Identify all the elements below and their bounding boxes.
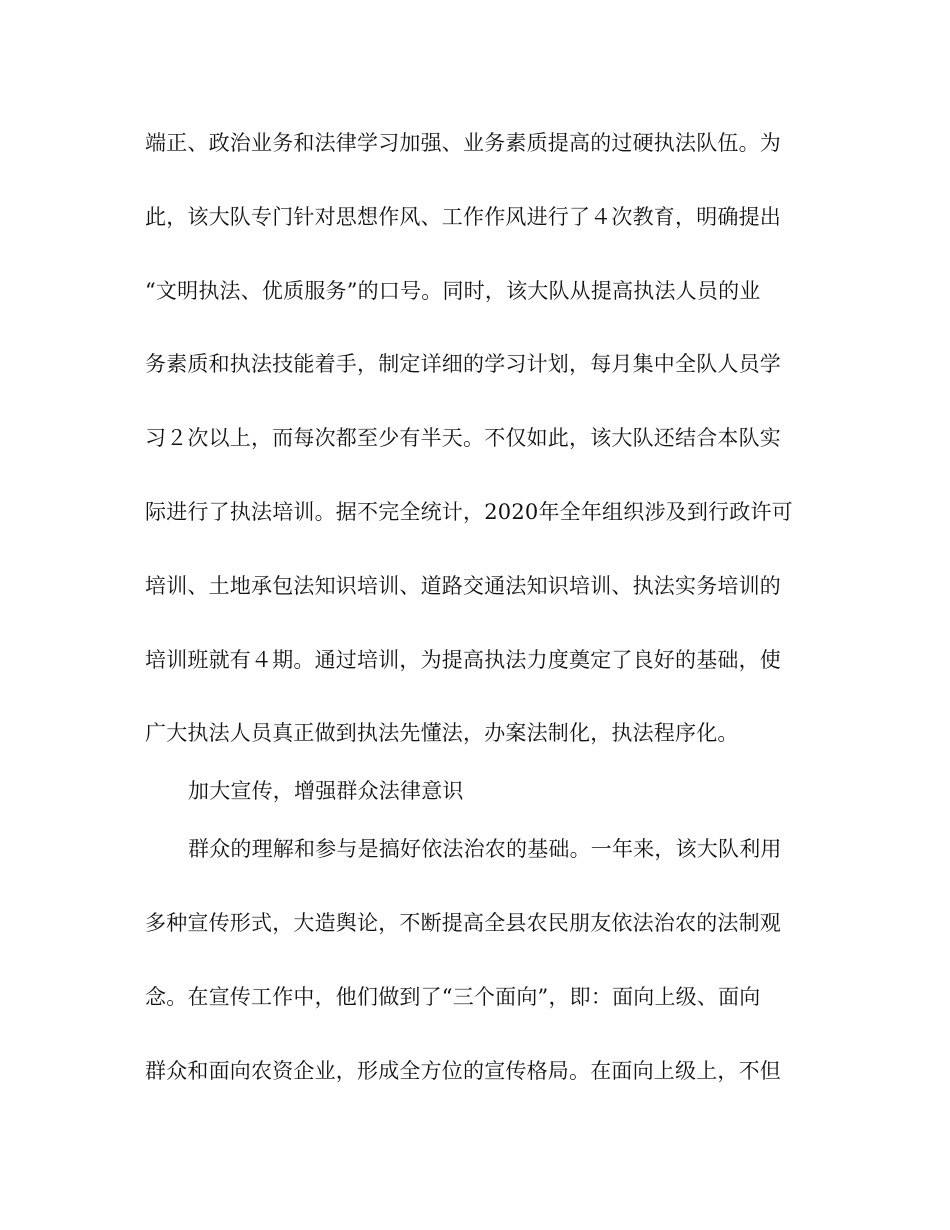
paragraph-line: 多种宣传形式，大造舆论，不断提高全县农民朋友依法治农的法制观 — [145, 911, 781, 935]
paragraph-line: 群众的理解和参与是搞好依法治农的基础。一年来，该大队利用 — [188, 837, 782, 861]
paragraph-line: 培训班就有４期。通过培训，为提高执法力度奠定了良好的基础，使 — [145, 648, 781, 672]
paragraph-line: 务素质和执法技能着手，制定详细的学习计划，每月集中全队人员学 — [145, 352, 781, 376]
paragraph-line: 群众和面向农资企业，形成全方位的宣传格局。在面向上级上，不但 — [145, 1059, 781, 1083]
paragraph-line: “文明执法、优质服务”的口号。同时，该大队从提高执法人员的业 — [145, 279, 761, 303]
paragraph-line: 此，该大队专门针对思想作风、工作作风进行了４次教育，明确提出 — [145, 205, 781, 229]
paragraph-line: 培训、土地承包法知识培训、道路交通法知识培训、执法实务培训的 — [145, 574, 781, 598]
paragraph-line: 广大执法人员真正做到执法先懂法，办案法制化，执法程序化。 — [145, 721, 739, 745]
section-heading: 加大宣传，增强群众法律意识 — [188, 779, 464, 803]
paragraph-line: 际进行了执法培训。据不完全统计，2020年全年组织涉及到行政许可 — [145, 500, 793, 524]
paragraph-line: 习２次以上，而每次都至少有半天。不仅如此，该大队还结合本队实 — [145, 426, 781, 450]
paragraph-line: 端正、政治业务和法律学习加强、业务素质提高的过硬执法队伍。为 — [145, 131, 781, 155]
paragraph-line: 念。在宣传工作中，他们做到了“三个面向”，即：面向上级、面向 — [145, 985, 761, 1009]
